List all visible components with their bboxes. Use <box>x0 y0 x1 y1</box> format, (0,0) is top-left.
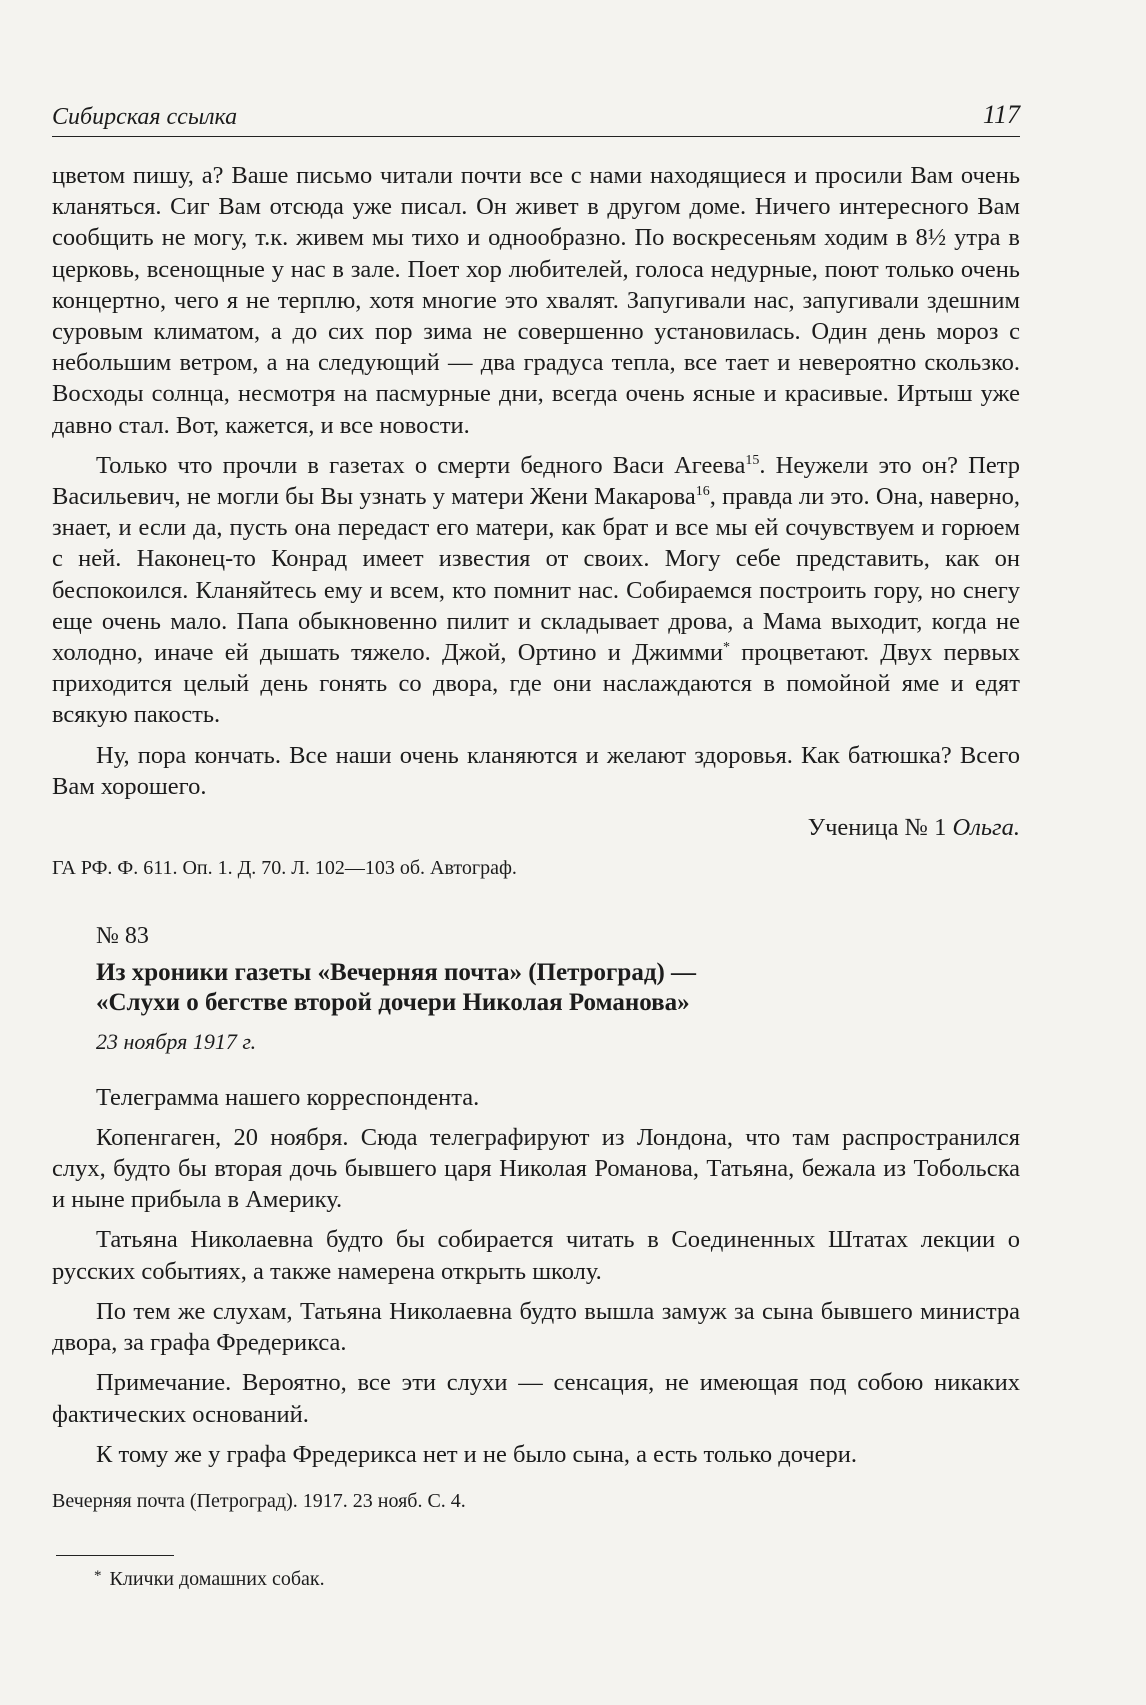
letter-paragraph-1: цветом пишу, а? Ваше письмо читали почти все с нами находящиеся и просили Вам очень кланяться. Сиг Вам отсюда уже писал. Он живет в другом доме. Ничего интересного Вам сообщить не могу, т.к. живем мы тихо и однообразно. По воскресеньям ходим в 8½ утра в церковь, всенощные у нас в зале. Поет хор любителей, голоса недурные, поют только очень концертно, чего я не терплю, хотя многие это хвалят. Запугивали нас, запугивали здешним суровым климатом, а до сих пор зима не совершенно установилась. Один день мороз с небольшим ветром, а на следующий — два градуса тепла, все тает и невероятно скользко. Восходы солнца, несмотря на пасмурные дни, всегда очень ясные и красивые. Иртыш уже давно стал. Вот, кажется, и все новости. <box>52 162 1020 439</box>
document-source: Вечерняя почта (Петроград). 1917. 23 нояб. С. 4. <box>52 1489 466 1512</box>
footnote-divider <box>56 1555 174 1556</box>
footnote-mark: * <box>94 1568 102 1584</box>
footnote-text: Клички домашних собак. <box>109 1568 325 1590</box>
letter-signature <box>52 812 1020 843</box>
page-number: 117 <box>982 100 1020 129</box>
letter-source: ГА РФ. Ф. 611. Оп. 1. Д. 70. Л. 102—103 об. Автограф. <box>52 857 517 880</box>
body-text <box>52 160 1020 1514</box>
p2-part-b: . Неужели это он? Петр Васильевич, не могли бы Вы узнать у матери Жени Макарова <box>52 451 1020 511</box>
document-paragraph-2: Копенгаген, 20 ноября. Сюда телеграфируют из Лондона, что там распространился слух, будто бы вторая дочь бывшего царя Николая Романова, Татьяна, бежала из Тобольска и ныне прибыла в Америку. <box>52 1123 1020 1214</box>
document-paragraph-4: По тем же слухам, Татьяна Николаевна будто вышла замуж за сына бывшего министра двора, за графа Фредерикса. <box>52 1297 1020 1357</box>
p2-part-a: Только что прочли в газетах о смерти бедного Васи Агеева <box>96 451 746 479</box>
letter-paragraph-2 <box>52 450 1020 731</box>
footnote-ref-star[interactable]: * <box>722 639 730 655</box>
document-paragraph-5: Примечание. Вероятно, все эти слухи — сенсация, не имеющая под собою никаких фактических оснований. <box>52 1369 1020 1428</box>
signature-text: Ученица № 1 <box>807 814 947 842</box>
document-paragraph-3: Татьяна Николаевна будто бы собирается читать в Соединенных Штатах лекции о русских событиях, а также намерена открыть школу. <box>52 1226 1020 1285</box>
signature-name: Ольга. <box>952 814 1020 842</box>
document-paragraph-1: Телеграмма нашего корреспондента. <box>96 1083 480 1111</box>
document-number: № 83 <box>96 923 149 950</box>
letter-paragraph-3: Ну, пора кончать. Все наши очень кланяются и желают здоровья. Как батюшка? Всего Вам хорошего. <box>52 741 1020 800</box>
document-title-line-2: «Слухи о бегстве второй дочери Николая Романова» <box>96 989 690 1017</box>
document-paragraph-6: К тому же у графа Фредерикса нет и не было сына, а есть только дочери. <box>96 1440 857 1468</box>
document-date: 23 ноября 1917 г. <box>96 1029 257 1055</box>
footnote <box>94 1568 325 1591</box>
footnote-ref-16[interactable]: 16 <box>695 483 710 499</box>
running-head <box>52 100 1020 137</box>
p2-part-d: процветают. Двух первых приходится целый день гонять со двора, где они наслаждаются в помойной яме и едят всякую пакость. <box>52 639 1020 729</box>
footnote-ref-15[interactable]: 15 <box>745 452 760 468</box>
document-title-line-1: Из хроники газеты «Вечерняя почта» (Петроград) — <box>96 959 697 987</box>
p2-part-c: , правда ли это. Она, наверно, знает, и если да, пусть она передаст его матери, как брат и все мы ей сочувствуем и горюем с ней. Наконец-то Конрад имеет известия от своих. Могу себе представить, как он беспокоился. Кланяйтесь ему и всем, кто помнит нас. Собираемся построить гору, но снегу еще очень мало. Папа обыкновенно пилит и складывает дрова, а Мама выходит, когда не холодно, иначе ей дышать тяжело. Джой, Ортино и Джимми <box>52 483 1020 667</box>
running-title: Сибирская ссылка <box>52 104 238 130</box>
book-page <box>52 0 1020 1705</box>
